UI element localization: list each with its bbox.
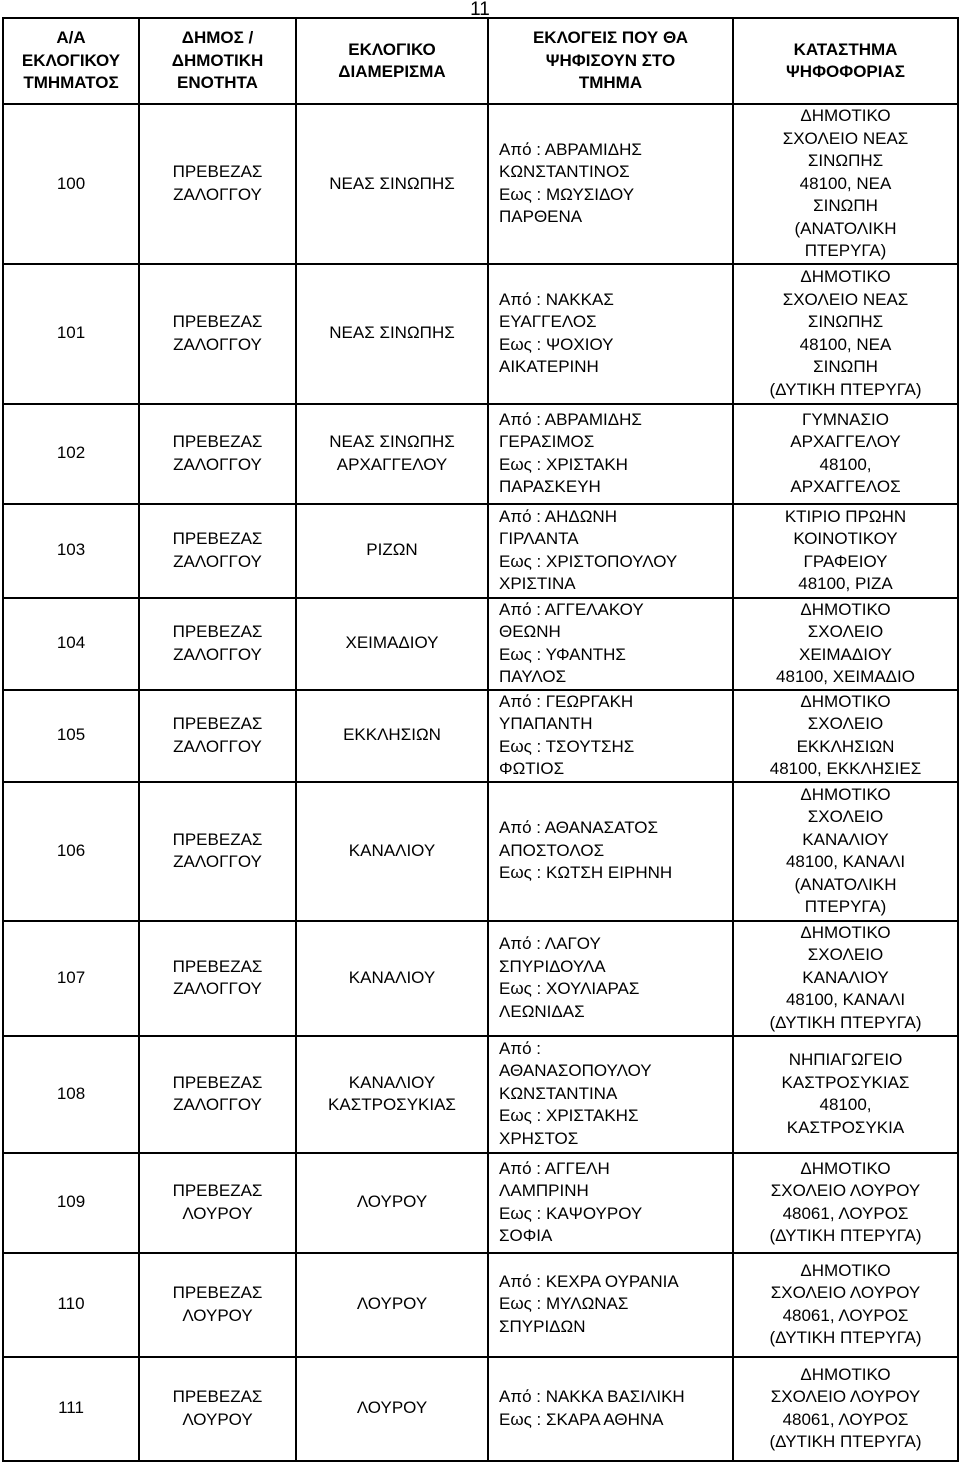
table-row [3, 1357, 958, 1461]
header-municipality: ΔΗΜΟΣ / ΔΗΜΟΤΙΚΗ ΕΝΟΤΗΤΑ [139, 18, 296, 104]
header-polling-station: ΚΑΤΑΣΤΗΜΑ ΨΗΦΟΦΟΡΙΑΣ [733, 18, 958, 104]
page-number: 11 [470, 0, 490, 20]
station-cell: ΓΥΜΝΑΣΙΟ ΑΡΧΑΓΓΕΛΟΥ 48100, ΑΡΧΑΓΓΕΛΟΣ [733, 404, 958, 504]
voters-cell: Από : ΑΘΑΝΑΣΑΤΟΣ ΑΠΟΣΤΟΛΟΣ Εως : ΚΩΤΣΗ ΕΙΡΗΝΗ [488, 782, 733, 921]
voters-cell: Από : ΛΑΓΟΥ ΣΠΥΡΙΔΟΥΛΑ Εως : ΧΟΥΛΙΑΡΑΣ ΛΕΩΝΙΔΑΣ [488, 921, 733, 1036]
municipality-cell: ΠΡΕΒΕΖΑΣ ΖΑΛΟΓΓΟΥ [139, 921, 296, 1036]
voters-cell: Από : ΑΒΡΑΜΙΔΗΣ ΚΩΝΣΤΑΝΤΙΝΟΣ Εως : ΜΩΥΣΙΔΟΥ ΠΑΡΘΕΝΑ [488, 104, 733, 264]
voters-cell: Από : ΓΕΩΡΓΑΚΗ ΥΠΑΠΑΝΤΗ Εως : ΤΣΟΥΤΣΗΣ ΦΩΤΙΟΣ [488, 690, 733, 782]
table-row [3, 104, 958, 264]
voters-cell: Από : ΑΗΔΩΝΗ ΓΙΡΛΑΝΤΑ Εως : ΧΡΙΣΤΟΠΟΥΛΟΥ ΧΡΙΣΤΙΝΑ [488, 504, 733, 598]
station-cell: ΔΗΜΟΤΙΚΟ ΣΧΟΛΕΙΟ ΛΟΥΡΟΥ 48061, ΛΟΥΡΟΣ (ΔΥΤΙΚΗ ΠΤΕΡΥΓΑ) [733, 1153, 958, 1253]
voters-cell: Από : ΑΓΓΕΛΗ ΛΑΜΠΡΙΝΗ Εως : ΚΑΨΟΥΡΟΥ ΣΟΦΙΑ [488, 1153, 733, 1253]
station-cell: ΔΗΜΟΤΙΚΟ ΣΧΟΛΕΙΟ ΛΟΥΡΟΥ 48061, ΛΟΥΡΟΣ (ΔΥΤΙΚΗ ΠΤΕΡΥΓΑ) [733, 1253, 958, 1357]
municipality-cell: ΠΡΕΒΕΖΑΣ ΖΑΛΟΓΓΟΥ [139, 104, 296, 264]
section-number-cell: 101 [3, 264, 139, 404]
municipality-cell: ΠΡΕΒΕΖΑΣ ΖΑΛΟΓΓΟΥ [139, 1036, 296, 1153]
district-cell: ΝΕΑΣ ΣΙΝΩΠΗΣ [296, 264, 488, 404]
municipality-cell: ΠΡΕΒΕΖΑΣ ΖΑΛΟΓΓΟΥ [139, 690, 296, 782]
district-cell: ΚΑΝΑΛΙΟΥ ΚΑΣΤΡΟΣΥΚΙΑΣ [296, 1036, 488, 1153]
table-row [3, 1036, 958, 1153]
header-section-number: Α/Α ΕΚΛΟΓΙΚΟΥ ΤΜΗΜΑΤΟΣ [3, 18, 139, 104]
table-row [3, 598, 958, 690]
district-cell: ΧΕΙΜΑΔΙΟΥ [296, 598, 488, 690]
section-number-cell: 107 [3, 921, 139, 1036]
section-number-cell: 106 [3, 782, 139, 921]
station-cell: ΔΗΜΟΤΙΚΟ ΣΧΟΛΕΙΟ ΕΚΚΛΗΣΙΩΝ 48100, ΕΚΚΛΗΣΙΕΣ [733, 690, 958, 782]
district-cell: ΡΙΖΩΝ [296, 504, 488, 598]
district-cell: ΚΑΝΑΛΙΟΥ [296, 921, 488, 1036]
station-cell: ΔΗΜΟΤΙΚΟ ΣΧΟΛΕΙΟ ΝΕΑΣ ΣΙΝΩΠΗΣ 48100, ΝΕΑ ΣΙΝΩΠΗ (ΔΥΤΙΚΗ ΠΤΕΡΥΓΑ) [733, 264, 958, 404]
table-row [3, 404, 958, 504]
section-number-cell: 111 [3, 1357, 139, 1461]
municipality-cell: ΠΡΕΒΕΖΑΣ ΛΟΥΡΟΥ [139, 1253, 296, 1357]
section-number-cell: 108 [3, 1036, 139, 1153]
polling-stations-table [2, 17, 959, 1462]
section-number-cell: 105 [3, 690, 139, 782]
table-row [3, 1253, 958, 1357]
voters-cell: Από : ΝΑΚΚΑ ΒΑΣΙΛΙΚΗ Εως : ΣΚΑΡΑ ΑΘΗΝΑ [488, 1357, 733, 1461]
municipality-cell: ΠΡΕΒΕΖΑΣ ΖΑΛΟΓΓΟΥ [139, 598, 296, 690]
station-cell: ΝΗΠΙΑΓΩΓΕΙΟ ΚΑΣΤΡΟΣΥΚΙΑΣ 48100, ΚΑΣΤΡΟΣΥΚΙΑ [733, 1036, 958, 1153]
station-cell: ΔΗΜΟΤΙΚΟ ΣΧΟΛΕΙΟ ΛΟΥΡΟΥ 48061, ΛΟΥΡΟΣ (ΔΥΤΙΚΗ ΠΤΕΡΥΓΑ) [733, 1357, 958, 1461]
table-row [3, 1153, 958, 1253]
station-cell: ΔΗΜΟΤΙΚΟ ΣΧΟΛΕΙΟ ΚΑΝΑΛΙΟΥ 48100, ΚΑΝΑΛΙ (ΑΝΑΤΟΛΙΚΗ ΠΤΕΡΥΓΑ) [733, 782, 958, 921]
table-row [3, 690, 958, 782]
table-header-row [3, 18, 958, 104]
section-number-cell: 103 [3, 504, 139, 598]
section-number-cell: 102 [3, 404, 139, 504]
voters-cell: Από : ΚΕΧΡΑ ΟΥΡΑΝΙΑ Εως : ΜΥΛΩΝΑΣ ΣΠΥΡΙΔΩΝ [488, 1253, 733, 1357]
station-cell: ΔΗΜΟΤΙΚΟ ΣΧΟΛΕΙΟ ΝΕΑΣ ΣΙΝΩΠΗΣ 48100, ΝΕΑ ΣΙΝΩΠΗ (ΑΝΑΤΟΛΙΚΗ ΠΤΕΡΥΓΑ) [733, 104, 958, 264]
district-cell: ΛΟΥΡΟΥ [296, 1253, 488, 1357]
district-cell: ΝΕΑΣ ΣΙΝΩΠΗΣ [296, 104, 488, 264]
section-number-cell: 110 [3, 1253, 139, 1357]
station-cell: ΚΤΙΡΙΟ ΠΡΩΗΝ ΚΟΙΝΟΤΙΚΟΥ ΓΡΑΦΕΙΟΥ 48100, ΡΙΖΑ [733, 504, 958, 598]
table-row [3, 782, 958, 921]
district-cell: ΝΕΑΣ ΣΙΝΩΠΗΣ ΑΡΧΑΓΓΕΛΟΥ [296, 404, 488, 504]
municipality-cell: ΠΡΕΒΕΖΑΣ ΛΟΥΡΟΥ [139, 1357, 296, 1461]
municipality-cell: ΠΡΕΒΕΖΑΣ ΖΑΛΟΓΓΟΥ [139, 504, 296, 598]
municipality-cell: ΠΡΕΒΕΖΑΣ ΛΟΥΡΟΥ [139, 1153, 296, 1253]
district-cell: ΛΟΥΡΟΥ [296, 1357, 488, 1461]
section-number-cell: 100 [3, 104, 139, 264]
voters-cell: Από : ΝΑΚΚΑΣ ΕΥΑΓΓΕΛΟΣ Εως : ΨΟΧΙΟΥ ΑΙΚΑΤΕΡΙΝΗ [488, 264, 733, 404]
district-cell: ΛΟΥΡΟΥ [296, 1153, 488, 1253]
table-row [3, 264, 958, 404]
header-voters: ΕΚΛΟΓΕΙΣ ΠΟΥ ΘΑ ΨΗΦΙΣΟΥΝ ΣΤΟ ΤΜΗΜΑ [488, 18, 733, 104]
municipality-cell: ΠΡΕΒΕΖΑΣ ΖΑΛΟΓΓΟΥ [139, 404, 296, 504]
voters-cell: Από : ΑΓΓΕΛΑΚΟΥ ΘΕΩΝΗ Εως : ΥΦΑΝΤΗΣ ΠΑΥΛΟΣ [488, 598, 733, 690]
district-cell: ΕΚΚΛΗΣΙΩΝ [296, 690, 488, 782]
district-cell: ΚΑΝΑΛΙΟΥ [296, 782, 488, 921]
station-cell: ΔΗΜΟΤΙΚΟ ΣΧΟΛΕΙΟ ΧΕΙΜΑΔΙΟΥ 48100, ΧΕΙΜΑΔΙΟ [733, 598, 958, 690]
municipality-cell: ΠΡΕΒΕΖΑΣ ΖΑΛΟΓΓΟΥ [139, 782, 296, 921]
station-cell: ΔΗΜΟΤΙΚΟ ΣΧΟΛΕΙΟ ΚΑΝΑΛΙΟΥ 48100, ΚΑΝΑΛΙ (ΔΥΤΙΚΗ ΠΤΕΡΥΓΑ) [733, 921, 958, 1036]
table-row [3, 504, 958, 598]
header-electoral-district: ΕΚΛΟΓΙΚΟ ΔΙΑΜΕΡΙΣΜΑ [296, 18, 488, 104]
municipality-cell: ΠΡΕΒΕΖΑΣ ΖΑΛΟΓΓΟΥ [139, 264, 296, 404]
table-row [3, 921, 958, 1036]
section-number-cell: 109 [3, 1153, 139, 1253]
section-number-cell: 104 [3, 598, 139, 690]
voters-cell: Από : ΑΘΑΝΑΣΟΠΟΥΛΟΥ ΚΩΝΣΤΑΝΤΙΝΑ Εως : ΧΡΙΣΤΑΚΗΣ ΧΡΗΣΤΟΣ [488, 1036, 733, 1153]
voters-cell: Από : ΑΒΡΑΜΙΔΗΣ ΓΕΡΑΣΙΜΟΣ Εως : ΧΡΙΣΤΑΚΗ ΠΑΡΑΣΚΕΥΗ [488, 404, 733, 504]
